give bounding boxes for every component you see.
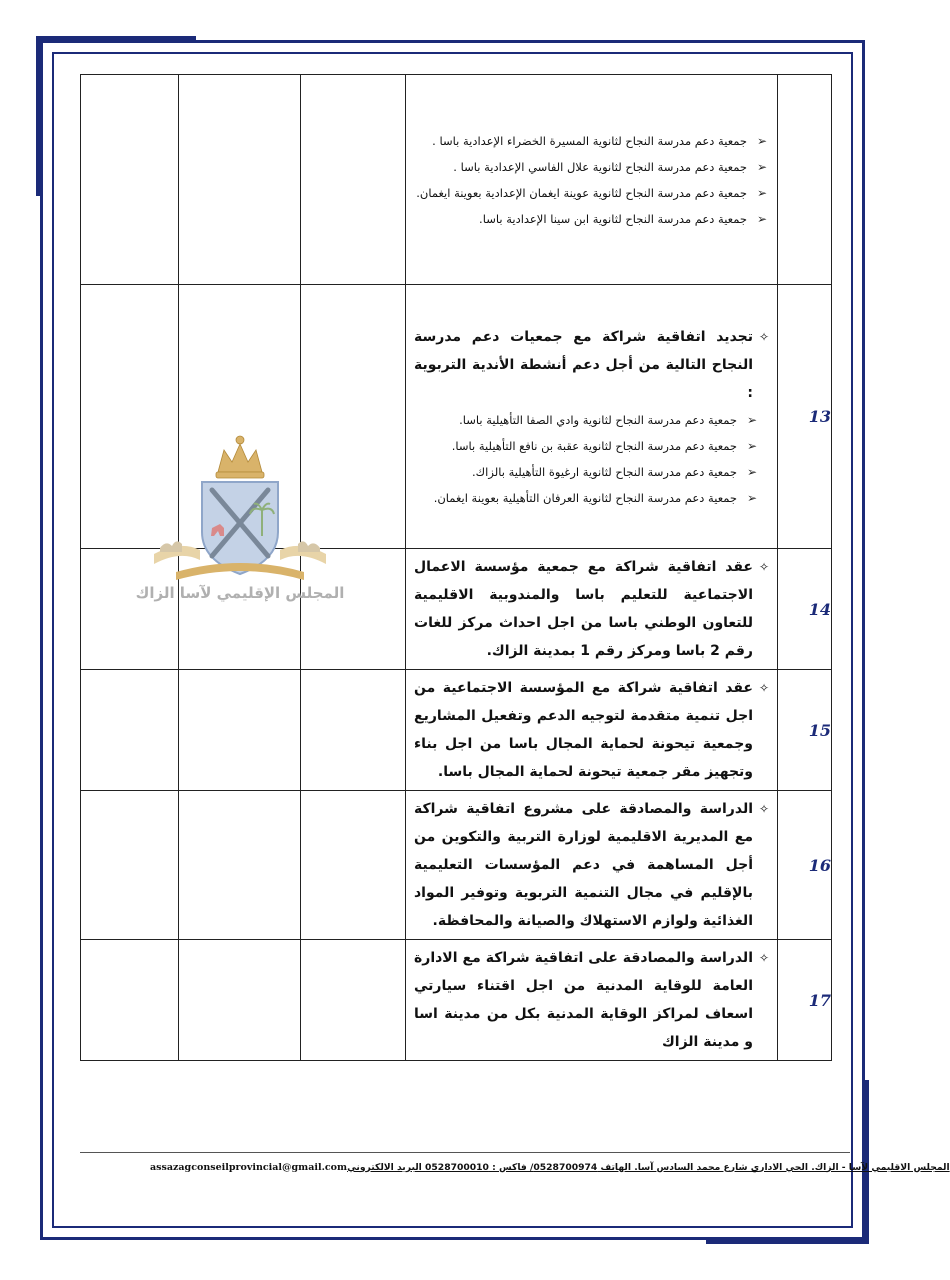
- list-item-text: جمعية دعم مدرسة النجاح لثانوية عوينة ايغمان الإعدادية بعوينة ايغمان.: [416, 185, 747, 200]
- empty-column-b: [179, 670, 301, 791]
- empty-column-a: [301, 75, 406, 285]
- list-item-text: جمعية دعم مدرسة النجاح لثانوية عقبة بن نافع التأهيلية باسا.: [451, 438, 737, 453]
- diamond-bullet-icon: ✧: [758, 681, 769, 695]
- arrow-bullet-icon: ➢: [756, 159, 767, 174]
- empty-column-c: [81, 791, 179, 940]
- item-heading: [414, 553, 769, 665]
- border-corner-accent: [36, 36, 196, 42]
- diamond-bullet-icon: ✧: [758, 951, 769, 965]
- item-number: 14: [778, 549, 832, 670]
- footer-email: assazagconseilprovincial@gmail.com: [150, 1161, 348, 1173]
- diamond-bullet-icon: ✧: [758, 560, 769, 574]
- list-item-text: جمعية دعم مدرسة النجاح لثانوية العرفان التأهيلية بعوينة ايغمان.: [433, 490, 737, 505]
- item-heading: [414, 323, 769, 407]
- table-row: [81, 670, 832, 791]
- list-item-text: جمعية دعم مدرسة النجاح لثانوية وادي الصفا التأهيلية باسا.: [459, 412, 737, 427]
- item-heading-text: الدراسة والمصادقة على مشروع اتفاقية شراكة مع المديرية الاقليمية لوزارة التربية والتكوين من أجل المساهمة في دعم المؤسسات التعليمية بالإقليم في مجال التنمية التربوية وتوفير المواد الغذائية ولوازم الاستهلاك والصيانة والمحافظة.: [414, 801, 753, 929]
- empty-column-b: [179, 75, 301, 285]
- item-heading-text: عقد اتفاقية شراكة مع جمعية مؤسسة الاعمال الاجتماعية للتعليم باسا والمندوبية الاقليمية للتعاون الوطني باسا من اجل احداث مركز للغات رقم 2 باسا ومركز رقم 1 بمدينة الزاك.: [414, 559, 753, 659]
- item-number: 13: [778, 285, 832, 549]
- empty-column-b: [179, 940, 301, 1061]
- arrow-bullet-icon: ➢: [746, 412, 757, 427]
- item-number: 17: [778, 940, 832, 1061]
- table-row: [81, 75, 832, 285]
- diamond-bullet-icon: ✧: [758, 329, 769, 344]
- border-corner-accent: [706, 1238, 869, 1244]
- item-heading-text: عقد اتفاقية شراكة مع المؤسسة الاجتماعية من اجل تنمية متقدمة لتوجيه الدعم وتفعيل المشاريع وجمعية تيحونة لحماية المجال باسا من اجل بناء وتجهيز مقر جمعية تيحونة لحماية المجال باسا.: [414, 680, 753, 780]
- arrow-bullet-icon: ➢: [756, 211, 767, 226]
- empty-column-a: [301, 670, 406, 791]
- page-footer: [150, 1159, 950, 1175]
- empty-column-c: [81, 75, 179, 285]
- empty-column-c: [81, 940, 179, 1061]
- list-item: [414, 206, 769, 232]
- list-item: [414, 180, 769, 206]
- table-row: [81, 940, 832, 1061]
- list-item: [414, 433, 759, 459]
- item-heading: [414, 944, 769, 1056]
- list-item-text: جمعية دعم مدرسة النجاح لثانوية ابن سينا الإعدادية باسا.: [479, 211, 747, 226]
- item-heading-text: الدراسة والمصادقة على اتفاقية شراكة مع الادارة العامة للوقاية المدنية من اجل اقتناء سيارتي اسعاف لمراكز الوقاية المدنية بكل من مدينة اسا و مدينة الزاك: [414, 950, 753, 1050]
- list-item-text: جمعية دعم مدرسة النجاح لثانوية علال الفاسي الإعدادية باسا .: [453, 159, 747, 174]
- arrow-bullet-icon: ➢: [746, 490, 757, 505]
- empty-column-a: [301, 940, 406, 1061]
- empty-column-b: [179, 791, 301, 940]
- item-number: 15: [778, 670, 832, 791]
- diamond-bullet-icon: ✧: [758, 802, 769, 816]
- arrow-bullet-icon: ➢: [746, 464, 757, 479]
- list-item: [414, 485, 759, 511]
- item-description-cell: [406, 791, 778, 940]
- item-heading: [414, 795, 769, 935]
- item-heading: [414, 674, 769, 786]
- arrow-bullet-icon: ➢: [746, 438, 757, 453]
- list-item: [414, 128, 769, 154]
- list-item: [414, 154, 769, 180]
- footer-divider: [80, 1152, 850, 1153]
- arrow-bullet-icon: ➢: [756, 133, 767, 148]
- emblem-caption: المجلس الإقليمي لآسا الزاك: [135, 584, 345, 602]
- item-description-cell: [406, 940, 778, 1061]
- footer-address: المجلس الاقليمي لآسا - الزاك. الحي الاداري شارع محمد السادس آسا. الهاتف 0528700974/ فاكس : 0528700010 البريد الالكتروني: [347, 1161, 950, 1173]
- item-number: 16: [778, 791, 832, 940]
- empty-column-c: [81, 670, 179, 791]
- item-description-cell: [406, 75, 778, 285]
- arrow-bullet-icon: ➢: [756, 185, 767, 200]
- list-item-text: جمعية دعم مدرسة النجاح لثانوية المسيرة الخضراء الإعدادية باسا .: [432, 133, 747, 148]
- empty-column-a: [301, 791, 406, 940]
- table-row: [81, 791, 832, 940]
- border-corner-accent: [36, 36, 42, 196]
- list-item: [414, 407, 759, 433]
- list-item-text: جمعية دعم مدرسة النجاح لثانوية ارغيوة التأهيلية بالزاك.: [472, 464, 737, 479]
- item-description-cell: [406, 670, 778, 791]
- item-description-cell: [406, 285, 778, 549]
- list-item: [414, 459, 759, 485]
- item-heading-text: تجديد اتفاقية شراكة مع جمعيات دعم مدرسة النجاح التالية من أجل دعم أنشطة الأندية التربوية :: [414, 328, 753, 401]
- item-number: [778, 75, 832, 285]
- item-description-cell: [406, 549, 778, 670]
